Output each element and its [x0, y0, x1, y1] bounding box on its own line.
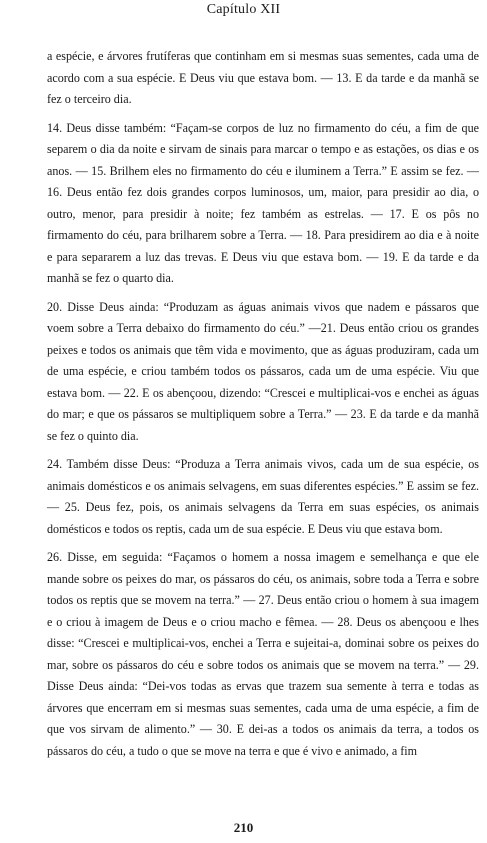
paragraph-verses-20-23: 20. Disse Deus ainda: “Produzam as águas animais vivos que nadem e pássaros que voem sobre a Terra debaixo do firmamento do céu.” —21. Deus então criou os grandes peixes e todos os animais que têm vida e movimento, que as águas produziram, cada um de uma espécie, e criou também todos os pássaros, cada um de uma espécie. Viu que estava bom. — 22. E os abençoou, dizendo: “Crescei e multiplicai-vos e enchei as águas do mar; e que os pássaros se multipliquem sobre a Terra.” — 23. E da tarde e da manhã se fez o quinto dia.: [47, 299, 479, 443]
paragraph-verses-12-13: a espécie, e árvores frutíferas que continham em si mesmas suas sementes, cada uma de acordo com a sua espécie. E Deus viu que estava bom. — 13. E da tarde e da manhã se fez o terceiro dia.: [47, 49, 479, 106]
paragraph-verses-26-30: 26. Disse, em seguida: “Façamos o homem a nossa imagem e semelhança e que ele mande sobre os peixes do mar, os pássaros do céu, os animais, sobre toda a Terra e sobre todos os reptis que se movem na terra.” — 27. Deus então criou o homem à sua imagem e o criou à imagem de Deus e o criou macho e fêmea. — 28. Deus os abençoou e lhes disse: “Crescei e multiplicai-vos, enchei a Terra e sujeitai-a, dominai sobre os peixes do mar, sobre os pássaros do céu e sobre todos os animais que se movem na terra.” — 29. Disse Deus ainda: “Dei-vos todas as ervas que trazem sua semente à terra e todas as árvores que encerram em si mesmas suas sementes, cada uma de uma espécie, a fim de que vos sirvam de alimento.” — 30. E dei-as a todos os animais da terra, a todos os pássaros do céu, a tudo o que se move na terra e que é vivo e animado, a fim: [47, 550, 479, 758]
chapter-header: Capítulo XII: [206, 2, 281, 17]
paragraph-verses-14-19: 14. Deus disse também: “Façam-se corpos de luz no firmamento do céu, a fim de que separem o dia da noite e sirvam de sinais para marcar o tempo e as estações, os dias e os anos. — 15. Brilhem eles no firmamento do céu e iluminem a Terra.” E assim se fez. — 16. Deus então fez dois grandes corpos luminosos, um, maior, para presidir ao dia, o outro, menor, para presidir à noite; fez também as estrelas. — 17. E os pôs no firmamento do céu, para brilharem sobre a Terra. — 18. Para presidirem ao dia e à noite e para separarem a luz das trevas. E Deus viu que estava bom. — 19. E da tarde e da manhã se fez o quarto dia.: [47, 120, 479, 285]
page-number: 210: [233, 820, 254, 835]
body-text: [47, 46, 479, 769]
paragraph-verses-24-25: 24. Também disse Deus: “Produza a Terra animais vivos, cada um de sua espécie, os animais domésticos e os animais selvagens, em suas diferentes espécies.” E assim se fez. — 25. Deus fez, pois, os animais selvagens da Terra em suas espécies, os animais domésticos e todos os reptis, cada um de sua espécie. E Deus viu que estava bom.: [47, 457, 479, 536]
